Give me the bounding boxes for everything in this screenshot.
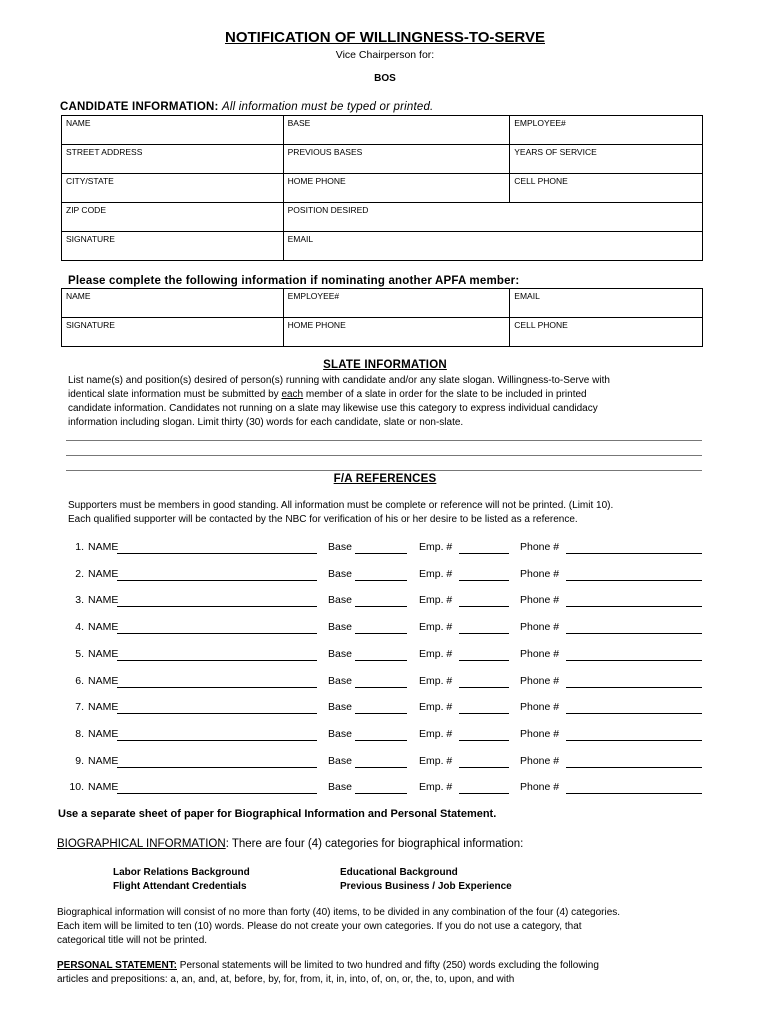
nominator-signature-field[interactable]: SIGNATURE <box>62 318 284 347</box>
reference-number: 2. <box>75 567 84 580</box>
reference-emp-input[interactable] <box>459 633 509 634</box>
reference-name-label: NAME <box>88 781 119 794</box>
form-title: NOTIFICATION OF WILLINGNESS-TO-SERVE <box>224 29 545 46</box>
reference-phone-label: Phone # <box>520 701 560 714</box>
reference-number: 9. <box>75 754 84 767</box>
candidate-heading-label: CANDIDATE INFORMATION: <box>60 101 219 113</box>
reference-name-label: NAME <box>88 594 119 607</box>
reference-name-label: NAME <box>88 647 119 660</box>
reference-phone-input[interactable] <box>566 767 702 768</box>
reference-row <box>58 781 708 797</box>
previous-bases-field[interactable]: PREVIOUS BASES <box>283 145 510 174</box>
personal-line-1-text: Personal statements will be limited to two hundred and fifty (250) words excluding the following <box>177 960 599 971</box>
reference-row <box>58 541 708 557</box>
reference-row <box>58 568 708 584</box>
candidate-heading-note: All information must be typed or printed. <box>221 101 434 113</box>
nominator-name-field[interactable]: NAME <box>62 289 284 318</box>
reference-base-label: Base <box>328 567 352 580</box>
reference-phone-input[interactable] <box>566 606 702 607</box>
references-heading: F/A REFERENCES <box>333 473 437 485</box>
reference-emp-label: Emp. # <box>419 674 453 687</box>
references-line-2: Each qualified supporter will be contacted by the NBC for verification of his or her desire to be listed as a reference. <box>68 514 578 525</box>
reference-phone-label: Phone # <box>520 754 560 767</box>
reference-base-input[interactable] <box>355 553 407 554</box>
reference-emp-label: Emp. # <box>419 621 453 634</box>
slate-line-4: information including slogan. Limit thirty (30) words for each candidate, slate or non-slate. <box>68 417 464 428</box>
category-business-experience: Previous Business / Job Experience <box>340 881 512 892</box>
reference-phone-label: Phone # <box>520 567 560 580</box>
reference-emp-label: Emp. # <box>419 541 453 553</box>
bio-line-1: Biographical information will consist of no more than forty (40) items, to be divided in any combination of the four (4) categories. <box>57 907 621 918</box>
bio-categories-right <box>340 866 512 894</box>
reference-base-label: Base <box>328 701 352 714</box>
reference-name-input[interactable] <box>117 793 317 794</box>
reference-row <box>58 701 708 717</box>
reference-emp-label: Emp. # <box>419 781 453 794</box>
bio-line-2: Each item will be limited to ten (10) words. Please do not create your own categories. If you do not use a category, that <box>57 921 582 932</box>
reference-name-label: NAME <box>88 567 119 580</box>
reference-phone-label: Phone # <box>520 541 560 553</box>
reference-emp-input[interactable] <box>459 740 509 741</box>
bio-heading-label: BIOGRAPHICAL INFORMATION <box>57 838 226 850</box>
reference-base-input[interactable] <box>355 687 407 688</box>
reference-row <box>58 675 708 691</box>
reference-emp-input[interactable] <box>459 580 509 581</box>
reference-row <box>58 728 708 744</box>
email-field[interactable]: EMAIL <box>283 232 702 261</box>
table-row <box>62 203 703 232</box>
reference-number: 10. <box>69 781 84 794</box>
category-education: Educational Background <box>340 867 458 878</box>
reference-name-label: NAME <box>88 621 119 634</box>
reference-number: 3. <box>75 594 84 607</box>
slate-write-line[interactable] <box>66 470 702 471</box>
cell-phone-field[interactable]: CELL PHONE <box>510 174 703 203</box>
reference-emp-input[interactable] <box>459 606 509 607</box>
candidate-info-table <box>61 115 703 261</box>
separate-sheet-note: Use a separate sheet of paper for Biographical Information and Personal Statement. <box>58 808 497 820</box>
personal-line-2: articles and prepositions: a, an, and, at, before, by, for, from, it, in, into, of, on, or, the, to, upon, and with <box>57 974 515 985</box>
reference-emp-label: Emp. # <box>419 701 453 714</box>
reference-base-label: Base <box>328 727 352 740</box>
reference-base-label: Base <box>328 674 352 687</box>
reference-base-label: Base <box>328 647 352 660</box>
reference-name-input[interactable] <box>117 713 317 714</box>
reference-phone-input[interactable] <box>566 713 702 714</box>
position-name: BOS <box>374 73 396 84</box>
reference-emp-input[interactable] <box>459 767 509 768</box>
reference-base-label: Base <box>328 754 352 767</box>
reference-phone-label: Phone # <box>520 674 560 687</box>
reference-number: 1. <box>75 541 84 553</box>
reference-name-input[interactable] <box>117 687 317 688</box>
reference-phone-label: Phone # <box>520 621 560 634</box>
reference-emp-label: Emp. # <box>419 594 453 607</box>
zip-code-field[interactable]: ZIP CODE <box>62 203 284 232</box>
reference-phone-label: Phone # <box>520 727 560 740</box>
references-instructions <box>68 499 718 527</box>
nominator-heading: Please complete the following information if nominating another APFA member: <box>68 275 520 287</box>
slate-line-3: candidate information. Candidates not running on a slate may likewise use this category to express individual candidacy <box>68 403 598 414</box>
nominator-info-table <box>61 288 703 347</box>
reference-emp-label: Emp. # <box>419 567 453 580</box>
reference-name-label: NAME <box>88 541 119 553</box>
reference-phone-label: Phone # <box>520 594 560 607</box>
table-row <box>62 174 703 203</box>
reference-number: 4. <box>75 621 84 634</box>
home-phone-field[interactable]: HOME PHONE <box>283 174 510 203</box>
slate-line-2b: each <box>281 389 304 400</box>
reference-row <box>58 621 708 637</box>
personal-line-1 <box>57 959 717 973</box>
slate-line-2c: member of a slate in order for the slate to be included in printed <box>303 389 587 400</box>
form-subtitle: Vice Chairperson for: <box>335 49 435 61</box>
reference-row <box>58 648 708 664</box>
city-state-field[interactable]: CITY/STATE <box>62 174 284 203</box>
reference-base-label: Base <box>328 621 352 634</box>
nominator-home-phone-field[interactable]: HOME PHONE <box>283 318 510 347</box>
reference-base-label: Base <box>328 594 352 607</box>
reference-base-input[interactable] <box>355 793 407 794</box>
reference-name-input[interactable] <box>117 660 317 661</box>
reference-emp-input[interactable] <box>459 660 509 661</box>
signature-field[interactable]: SIGNATURE <box>62 232 284 261</box>
slate-line-2 <box>68 388 708 402</box>
base-field[interactable]: BASE <box>283 116 510 145</box>
reference-name-input[interactable] <box>117 767 317 768</box>
reference-row <box>58 755 708 771</box>
reference-name-label: NAME <box>88 701 119 714</box>
slate-write-line[interactable] <box>66 455 702 456</box>
reference-name-label: NAME <box>88 727 119 740</box>
slate-line-1: List name(s) and position(s) desired of person(s) running with candidate and/or any slate slogan. Willingness-to-Serve with <box>68 375 610 386</box>
reference-phone-input[interactable] <box>566 553 702 554</box>
reference-number: 6. <box>75 674 84 687</box>
slate-instructions <box>68 374 708 430</box>
reference-emp-input[interactable] <box>459 713 509 714</box>
position-desired-field[interactable]: POSITION DESIRED <box>283 203 702 232</box>
reference-phone-input[interactable] <box>566 793 702 794</box>
name-field[interactable]: NAME <box>62 116 284 145</box>
bio-heading <box>57 838 523 850</box>
reference-name-input[interactable] <box>117 606 317 607</box>
reference-phone-label: Phone # <box>520 647 560 660</box>
slate-heading: SLATE INFORMATION <box>323 359 447 371</box>
table-row <box>62 116 703 145</box>
candidate-heading <box>60 101 433 113</box>
table-row <box>62 232 703 261</box>
reference-name-label: NAME <box>88 674 119 687</box>
reference-emp-label: Emp. # <box>419 727 453 740</box>
bio-instructions <box>57 906 717 948</box>
reference-row <box>58 594 708 610</box>
reference-base-input[interactable] <box>355 660 407 661</box>
bio-line-3: categorical title will not be printed. <box>57 935 208 946</box>
nominator-cell-phone-field[interactable]: CELL PHONE <box>510 318 703 347</box>
reference-phone-input[interactable] <box>566 580 702 581</box>
reference-number: 5. <box>75 647 84 660</box>
personal-heading: PERSONAL STATEMENT: <box>57 960 178 971</box>
slate-write-line[interactable] <box>66 440 702 441</box>
reference-name-input[interactable] <box>117 633 317 634</box>
category-fa-credentials: Flight Attendant Credentials <box>113 881 247 892</box>
reference-base-input[interactable] <box>355 633 407 634</box>
reference-phone-input[interactable] <box>566 740 702 741</box>
reference-phone-label: Phone # <box>520 781 560 794</box>
reference-base-label: Base <box>328 541 352 553</box>
reference-phone-input[interactable] <box>566 687 702 688</box>
years-of-service-field[interactable]: YEARS OF SERVICE <box>510 145 703 174</box>
employee-number-field[interactable]: EMPLOYEE# <box>510 116 703 145</box>
reference-name-input[interactable] <box>117 580 317 581</box>
reference-name-input[interactable] <box>117 740 317 741</box>
reference-name-label: NAME <box>88 754 119 767</box>
slate-line-2a: identical slate information must be submitted by <box>68 389 282 400</box>
table-row <box>62 145 703 174</box>
references-line-1: Supporters must be members in good standing. All information must be complete or reference will not be printed. (Limit 10). <box>68 500 614 511</box>
table-row <box>62 318 703 347</box>
bio-heading-rest: : There are four (4) categories for biographical information: <box>225 838 524 850</box>
reference-base-input[interactable] <box>355 767 407 768</box>
reference-base-label: Base <box>328 781 352 794</box>
nominator-employee-number-field[interactable]: EMPLOYEE# <box>283 289 510 318</box>
reference-emp-input[interactable] <box>459 553 509 554</box>
personal-statement <box>57 959 717 987</box>
street-address-field[interactable]: STREET ADDRESS <box>62 145 284 174</box>
reference-phone-input[interactable] <box>566 633 702 634</box>
reference-base-input[interactable] <box>355 606 407 607</box>
table-row <box>62 289 703 318</box>
reference-emp-input[interactable] <box>459 793 509 794</box>
reference-emp-input[interactable] <box>459 687 509 688</box>
reference-emp-label: Emp. # <box>419 754 453 767</box>
reference-base-input[interactable] <box>355 740 407 741</box>
reference-number: 8. <box>75 727 84 740</box>
nominator-email-field[interactable]: EMAIL <box>510 289 703 318</box>
reference-name-input[interactable] <box>117 553 317 554</box>
bio-categories-left <box>113 866 250 894</box>
reference-number: 7. <box>75 701 84 714</box>
reference-phone-input[interactable] <box>566 660 702 661</box>
reference-base-input[interactable] <box>355 580 407 581</box>
reference-base-input[interactable] <box>355 713 407 714</box>
category-labor-relations: Labor Relations Background <box>113 867 250 878</box>
reference-emp-label: Emp. # <box>419 647 453 660</box>
